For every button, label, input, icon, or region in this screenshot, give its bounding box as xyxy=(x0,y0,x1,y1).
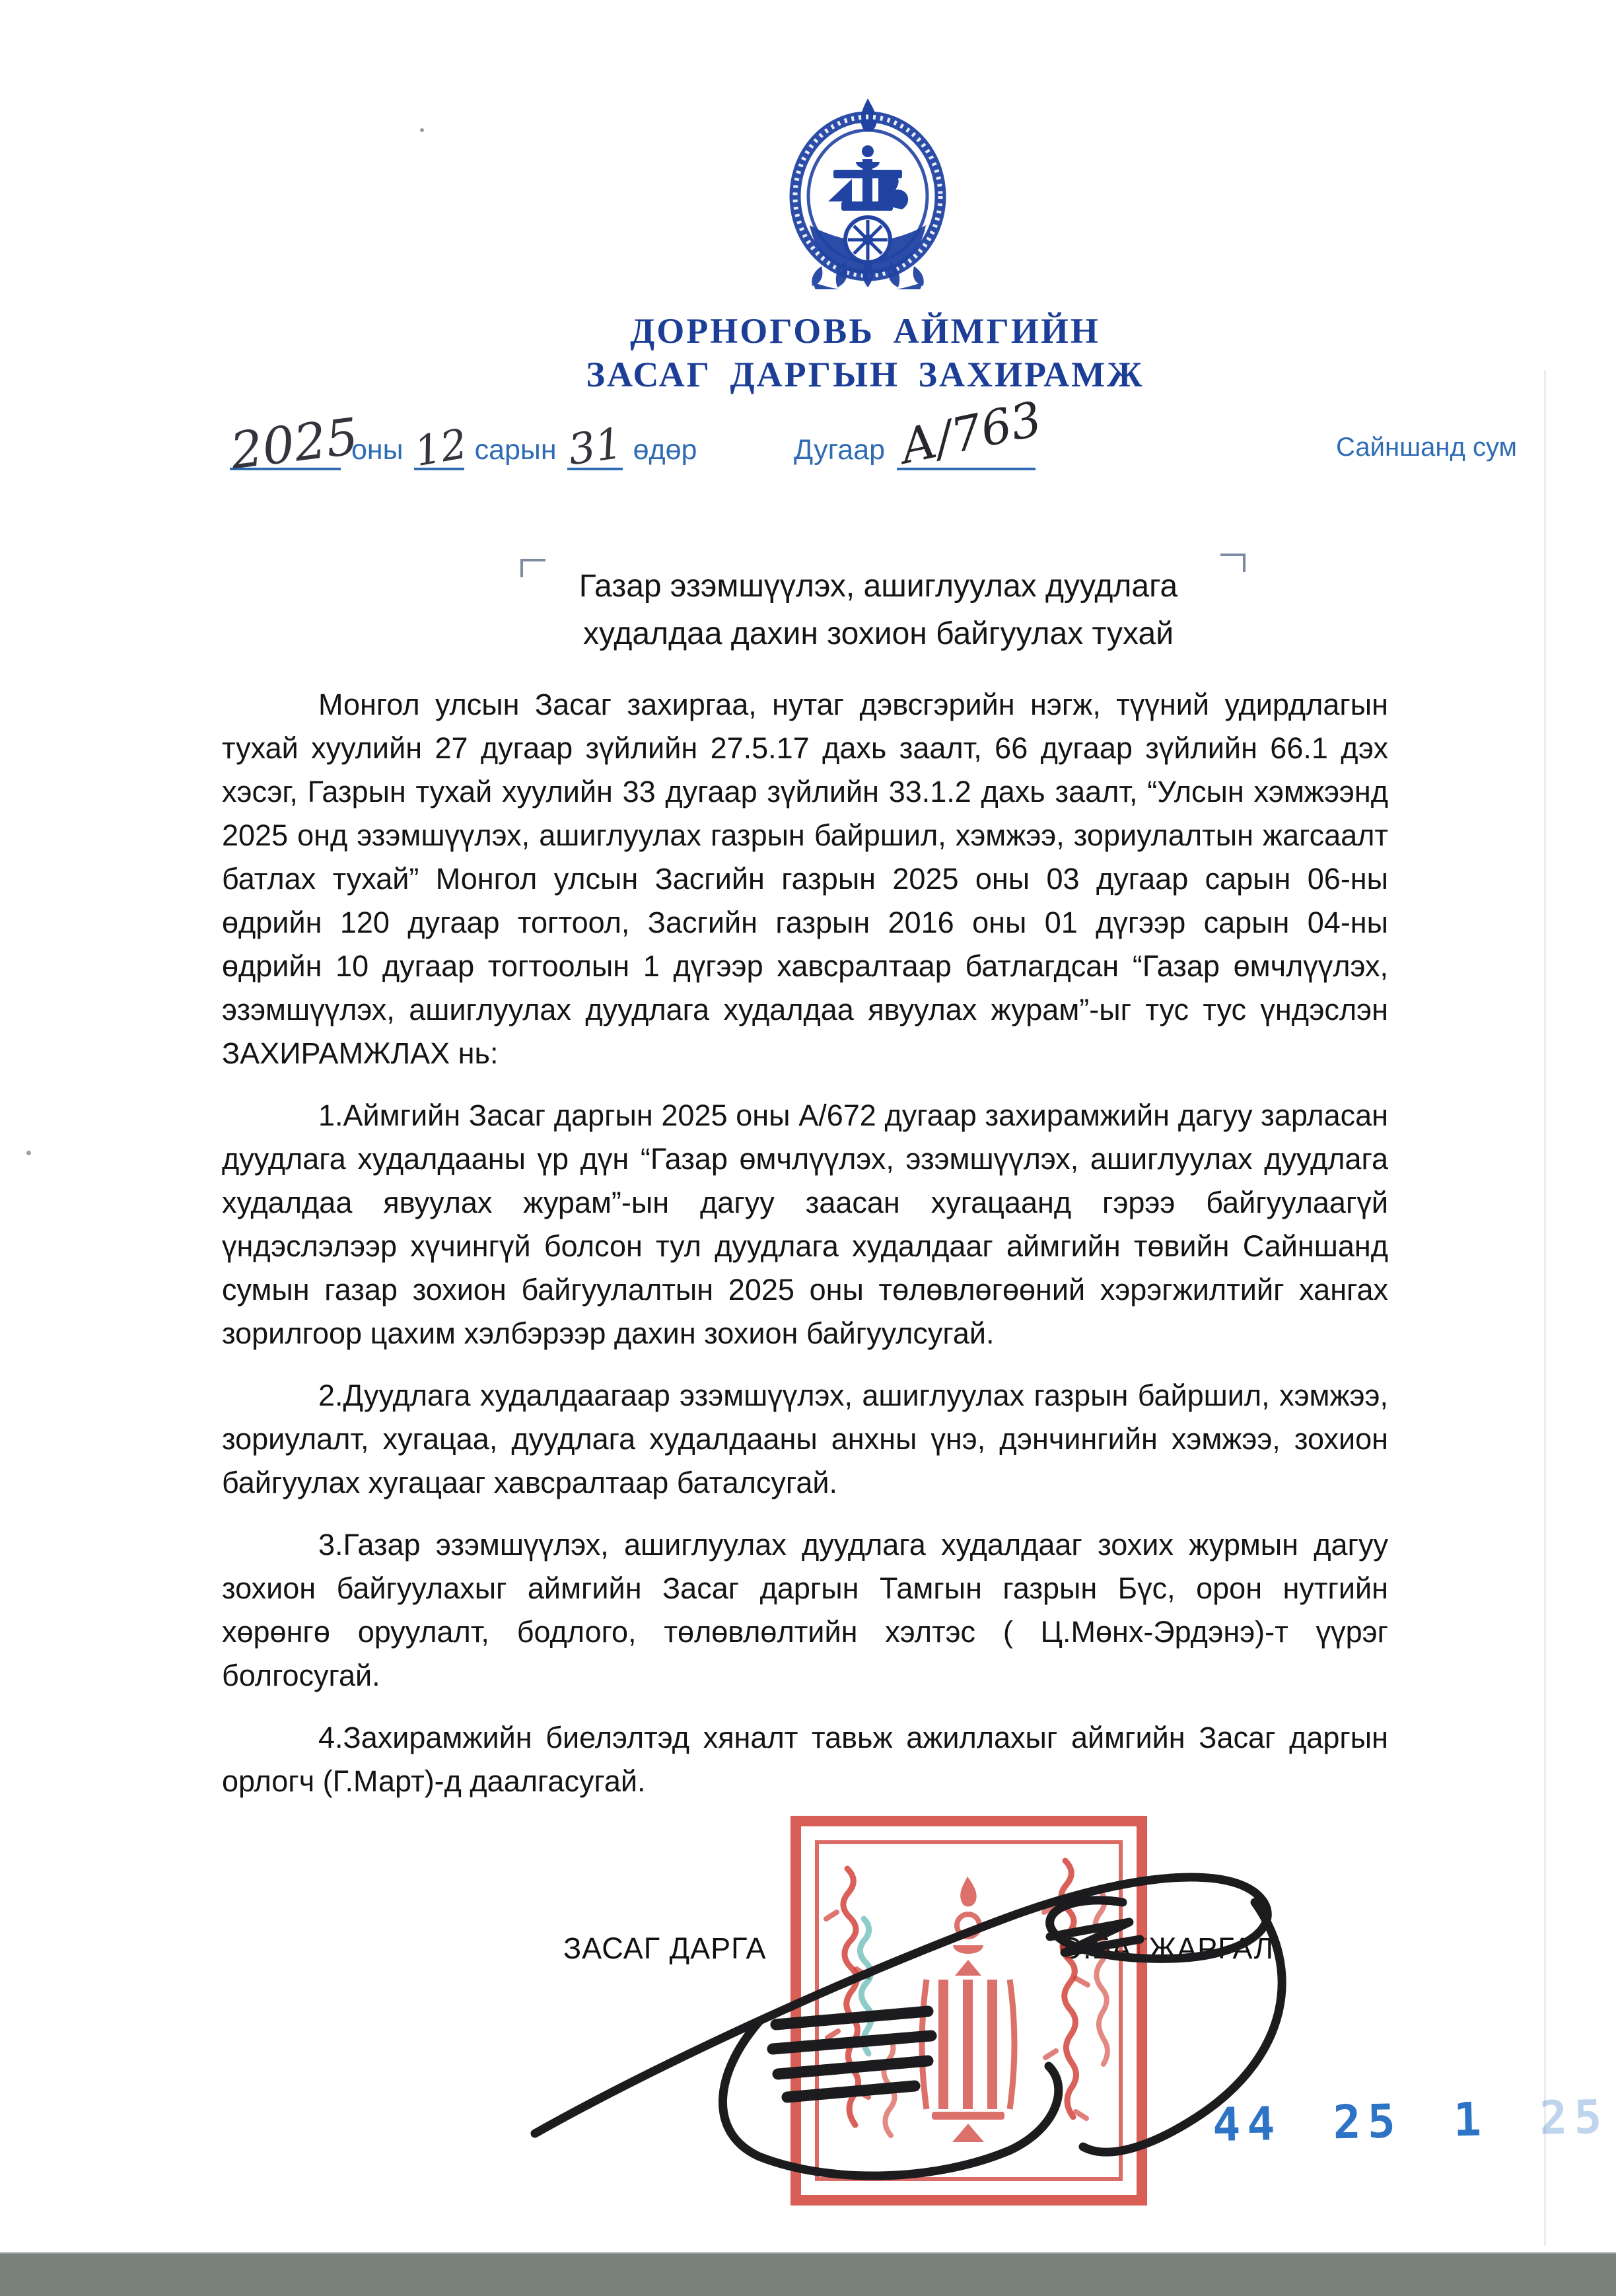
location-label: Сайншанд сум xyxy=(1336,433,1517,462)
year-label: оны xyxy=(351,434,404,466)
month-label: сарын xyxy=(474,434,557,466)
decree-title xyxy=(139,563,1616,658)
handwritten-month: 12 xyxy=(410,419,471,476)
day-blank xyxy=(565,419,625,476)
registry-number-faint: 25 xyxy=(1539,2089,1609,2145)
signer-position-label: ЗАСАГ ДАРГА xyxy=(563,1931,767,1965)
scanner-background-strip xyxy=(0,2252,1616,2296)
decree-item-1: 1.Аймгийн Засаг даргын 2025 оны А/672 дугаар захирамжийн дагуу зарласан дуудлага худалдааны үр дүн “Газар өмчлүүлэх, эзэмшүүлэх, ашиглуулах дуудлага худалдаа явуулах журам”-ын дагуу заасан хугацаанд гэрээ байгуулаагүй үндэслэлээр хүчингүй болсон тул дуудлага худалдааг аймгийн төвийн Сайншанд сумын газар зохион байгуулалтын 2025 оны төлөвлөгөөний хэрэгжилтийг хангах зорилгоор цахим хэлбэрээр дахин зохион байгуулсугай. xyxy=(222,1098,1388,1350)
date-fields xyxy=(227,406,697,481)
scan-edge-line xyxy=(1544,370,1546,2246)
date-number-row xyxy=(0,390,1616,499)
handwritten-year: 2025 xyxy=(227,406,362,481)
org-name-line1: ДОРНОГОВЬ АЙМГИЙН xyxy=(630,311,1100,351)
handwritten-day: 31 xyxy=(565,419,625,476)
signer-name: О.БАТЖАРГАЛ xyxy=(1059,1931,1275,1965)
registry-number-strong1: 44 25 1 xyxy=(1212,2092,1489,2153)
month-blank xyxy=(410,419,471,476)
decree-item-3: 3.Газар эзэмшүүлэх, ашиглуулах дуудлага худалдааг зохих журмын дагуу зохион байгуулахыг аймгийн Засаг даргын Тамгын газрын Бүс, орон нутгийн хөрөнгө оруулалт, бодлого, төлөвлөлтийн хэлтэс ( Ц.Мөнх-Эрдэнэ)-т үүрэг болгосугай. xyxy=(222,1528,1388,1692)
scan-speck xyxy=(420,128,424,132)
decree-item-4: 4.Захирамжийн биелэлтэд хяналт тавьж ажиллахыг аймгийн Засаг даргын орлогч (Г.Март)-д даалгасугай. xyxy=(222,1721,1388,1798)
preamble-paragraph: Монгол улсын Засаг захиргаа, нутаг дэвсгэрийн нэгж, түүний удирдлагын тухай хуулийн 27 дугаар зүйлийн 27.5.17 дахь заалт, 66 дугаар зүйлийн 66.1 дэх хэсэг, Газрын тухай хуулийн 33 дугаар зүйлийн 33.1.2 дахь заалт, “Улсын хэмжээнд 2025 онд эзэмшүүлэх, ашиглуулах газрын байршил, хэмжээ, зориулалтын жагсаалт батлах тухай” Монгол улсын Засгийн газрын 2025 оны 03 дугаар сарын 06-ны өдрийн 120 дугаар тогтоол, Засгийн газрын 2016 оны 01 дүгээр сарын 04-ны өдрийн 10 дугаар тогтоолын 1 дүгээр хавсралтаар батлагдсан “Газар өмчлүүлэх, эзэмшүүлэх, ашиглуулах дуудлага худалдаа явуулах журам”-ыг тус тус үндэслэн ЗАХИРАМЖЛАХ нь: xyxy=(222,688,1388,1070)
decree-item-2: 2.Дуудлага худалдаагаар эзэмшүүлэх, ашиглуулах газрын байршил, хэмжээ, зориулалт, хугацаа, дуудлага худалдааны анхны үнэ, дэнчингийн хэмжээ, зохион байгуулах хугацааг хавсралтаар баталсугай. xyxy=(222,1379,1388,1499)
letterhead xyxy=(112,309,1616,396)
decree-body xyxy=(222,683,1388,1822)
number-label: Дугаар xyxy=(794,434,886,466)
mongolia-state-emblem-icon xyxy=(778,94,958,289)
year-blank xyxy=(227,406,362,481)
decree-title-line1: Газар эзэмшүүлэх, ашиглуулах дуудлага xyxy=(579,569,1178,604)
number-blank xyxy=(895,390,1047,475)
handwritten-number: А/763 xyxy=(895,390,1047,475)
decree-title-line2: худалдаа дахин зохион байгуулах тухай xyxy=(582,616,1174,651)
org-name-line2: ЗАСАГ ДАРГЫН ЗАХИРАМЖ xyxy=(586,355,1144,394)
scan-speck xyxy=(26,1151,31,1155)
day-label: өдөр xyxy=(633,434,697,466)
document-number-field xyxy=(794,390,1047,475)
signature-ink xyxy=(475,1856,1374,2186)
